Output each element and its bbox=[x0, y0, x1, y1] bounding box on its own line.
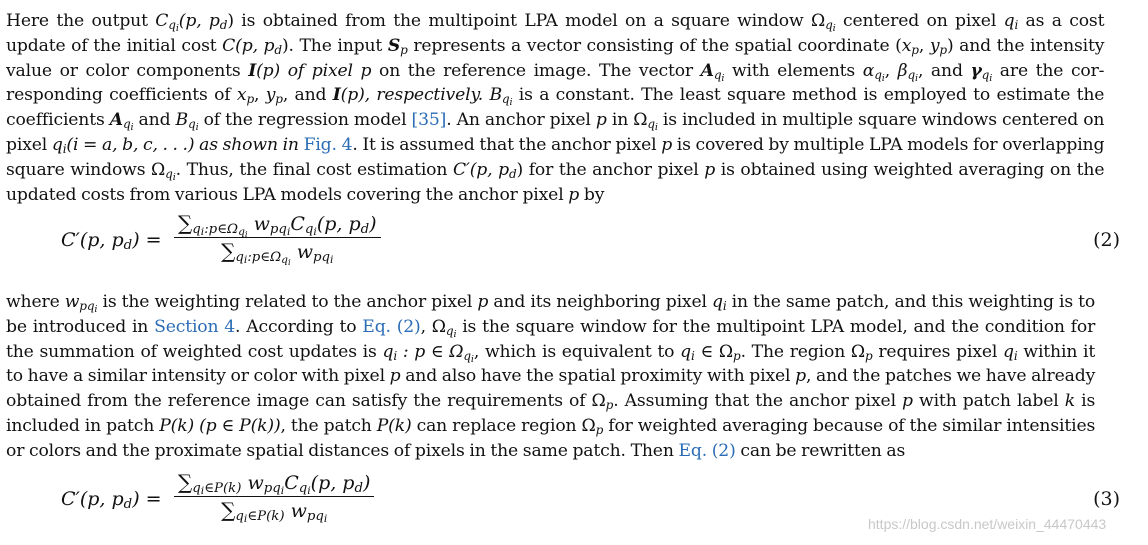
line: update of the initial cost C(p, $p_d$). The input $S_p$ represents a vector consisting of the spatial coordinate ($x_p$, $y_p$) and the intensity bbox=[6, 35, 1105, 57]
line: to have a similar intensity or color with pixel p and also have the spatial proximity with pixel p, and the patches we have already bbox=[6, 366, 1096, 387]
line: included in patch P(k) (p ∈ P(k)), the patch P(k) can replace region $\Omega_p$ for weighted averaging because of the similar intensities bbox=[6, 415, 1096, 437]
paragraph-1 bbox=[6, 9, 1104, 207]
watermark-url: https://blog.csdn.net/weixin_44470443 bbox=[868, 516, 1107, 532]
line: coefficients $A_{q_i}$ and $B_{q_i}$ of the regression model [35]. An anchor pixel p in $\Omega_{q_i}$ is included in multiple square windows centered on bbox=[6, 110, 1105, 134]
line: where $w_{pq_i}$ is the weighting related to the anchor pixel p and its neighboring pixel $q_i$ in the same patch, and this weighting is to bbox=[6, 292, 1096, 315]
section-4-link[interactable]: Section 4 bbox=[154, 316, 236, 337]
eq-2-link[interactable]: Eq. (2) bbox=[678, 440, 736, 461]
equation-fraction bbox=[174, 211, 381, 268]
fig-4-link[interactable]: Fig. 4 bbox=[303, 134, 353, 155]
equation-fraction bbox=[174, 470, 374, 525]
line: updated costs from various LPA models covering the anchor pixel p by bbox=[6, 184, 605, 205]
equation-lhs: C′(p, $p_d$) = bbox=[61, 488, 162, 512]
equation-lhs: C′(p, $p_d$) = bbox=[61, 229, 162, 253]
line: responding coefficients of $x_p$, $y_p$, and I(p), respectively. $B_{q_i}$ is a constant. The least square method is employed to estimate the bbox=[6, 85, 1105, 109]
line: obtained from the reference image can satisfy the requirements of $\Omega_p$. Assuming that the anchor pixel p with patch label k is bbox=[6, 391, 1096, 413]
denominator: $\sum_{q_i:p\in\Omega_{q_i}}$ $w_{pq_i}$ bbox=[221, 239, 334, 268]
equation-number: (3) bbox=[1093, 488, 1120, 510]
numerator: $\sum_{q_i:p\in\Omega_{q_i}}$ $w_{pq_i}C_{q_i}(p$, $p_d$) bbox=[174, 211, 381, 238]
eq-2-link[interactable]: Eq. (2) bbox=[362, 316, 421, 337]
line: the summation of weighted cost updates is $q_i$ : p ∈ $\Omega_{q_i}$, which is equivalent to $q_i$ ∈ $\Omega_p$. The region $\Omega_p$ requires pixel $q_i$ within it bbox=[6, 341, 1096, 365]
line: be introduced in Section 4. According to Eq. (2), $\Omega_{q_i}$ is the square window for the multipoint LPA model, and the condition for bbox=[6, 316, 1096, 340]
ref-link-35[interactable]: [35] bbox=[411, 110, 447, 131]
denominator: $\sum_{q_i\in P(k)}$ $w_{pq_i}$ bbox=[221, 498, 328, 525]
equation-2 bbox=[6, 211, 1142, 271]
line: value or color components I(p) of pixel p on the reference image. The vector $A_{q_i}$ with elements $\alpha_{q_i}$, $\beta_{q_i}$, and $\gamma_{q_i}$ are the cor- bbox=[6, 60, 1105, 84]
line: square windows $\Omega_{q_i}$. Thus, the final cost estimation C′(p, $p_d$) for the anchor pixel p is obtained using weighted averaging on the bbox=[6, 159, 1105, 183]
line: Here the output $C_{q_i}(p$, $p_d$) is obtained from the multipoint LPA model on a square window $\Omega_{q_i}$ centered on pixel $q_i$ as a cost bbox=[6, 11, 1105, 34]
line: pixel $q_i(i = a$, b, c, . . .) as shown in Fig. 4. It is assumed that the anchor pixel p is covered by multiple LPA models for overlapping bbox=[6, 134, 1105, 156]
paragraph-2 bbox=[6, 290, 1095, 464]
equation-number: (2) bbox=[1093, 229, 1120, 251]
line: or colors and the proximate spatial distances of pixels in the same patch. Then Eq. (2) can be rewritten as bbox=[6, 440, 906, 461]
numerator: $\sum_{q_i\in P(k)}$ $w_{pq_i}C_{q_i}(p$, $p_d$) bbox=[174, 470, 374, 497]
